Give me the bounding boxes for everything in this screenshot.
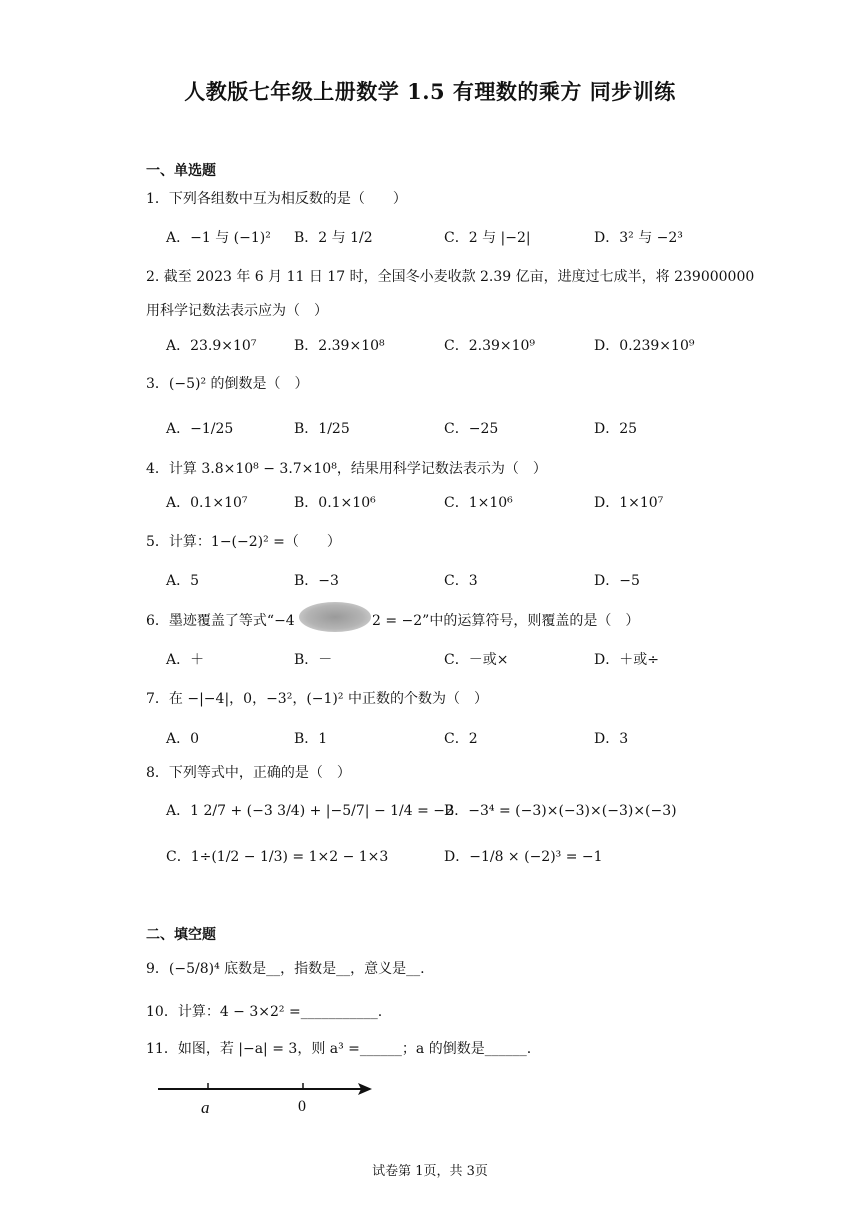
number-line-figure — [150, 1070, 390, 1120]
question-2-option-a: A．23.9×10⁷ — [166, 338, 257, 354]
question-8-option-d: D．−1/8 × (−2)³ = −1 — [444, 849, 603, 865]
question-4-option-b: B．0.1×10⁶ — [294, 495, 376, 511]
section-heading-single-choice: 一、单选题 — [146, 163, 216, 179]
question-6-stem-before: 6．墨迹覆盖了等式“−4 — [146, 613, 295, 629]
question-3-option-b: B．1/25 — [294, 421, 350, 437]
question-2-option-c: C．2.39×10⁹ — [444, 338, 536, 354]
question-1-stem: 1．下列各组数中互为相反数的是（ ） — [146, 191, 407, 207]
section-heading-fill-in: 二、填空题 — [146, 927, 216, 943]
ink-blot — [299, 602, 371, 632]
label-a: a — [201, 1098, 210, 1117]
label-zero: 0 — [298, 1098, 306, 1115]
question-1-option-b: B．2 与 1/2 — [294, 230, 373, 246]
question-4-option-a: A．0.1×10⁷ — [166, 495, 248, 511]
question-10: 10．计算：4 − 3×2² =___________. — [146, 1004, 383, 1020]
question-7-option-d: D．3 — [594, 731, 629, 747]
question-9: 9．(−5/8)⁴ 底数是__，指数是__，意义是__. — [146, 961, 425, 977]
question-4-option-d: D．1×10⁷ — [594, 495, 664, 511]
question-2-stem-line1: 2. 截至 2023 年 6 月 11 日 17 时，全国冬小麦收款 2.39 亿亩，进度过七成半，将 239000000 — [146, 269, 755, 285]
question-7-stem: 7．在 −|−4|，0，−3²，(−1)² 中正数的个数为（ ） — [146, 691, 488, 707]
question-1-option-a: A．−1 与 (−1)² — [166, 230, 271, 246]
question-6-option-b: B．－ — [294, 652, 333, 668]
question-2-option-d: D．0.239×10⁹ — [594, 338, 695, 354]
question-6-stem-after: 2 = −2”中的运算符号，则覆盖的是（ ） — [372, 613, 640, 629]
question-7-option-b: B．1 — [294, 731, 328, 747]
page-title: 人教版七年级上册数学 1.5 有理数的乘方 同步训练 — [184, 79, 676, 104]
question-5-option-a: A．5 — [166, 573, 200, 589]
question-3-option-a: A．−1/25 — [166, 421, 234, 437]
question-1-option-d: D．3² 与 −2³ — [594, 230, 683, 246]
question-3-option-c: C．−25 — [444, 421, 499, 437]
question-6-option-d: D．＋或÷ — [594, 652, 659, 668]
question-5-option-c: C．3 — [444, 573, 478, 589]
page-footer: 试卷第 1页，共 3页 — [372, 1164, 488, 1179]
question-5-stem: 5．计算：1−(−2)² =（ ） — [146, 534, 341, 550]
question-7-option-c: C．2 — [444, 731, 478, 747]
question-2-stem-line2: 用科学记数法表示应为（ ） — [146, 303, 328, 319]
question-8-option-b: B．−3⁴ = (−3)×(−3)×(−3)×(−3) — [444, 803, 677, 819]
question-3-option-d: D．25 — [594, 421, 638, 437]
question-5-option-b: B．−3 — [294, 573, 339, 589]
question-6-option-a: A．＋ — [166, 652, 205, 668]
question-4-stem: 4．计算 3.8×10⁸ − 3.7×10⁸，结果用科学记数法表示为（ ） — [146, 461, 547, 477]
question-2-option-b: B．2.39×10⁸ — [294, 338, 385, 354]
question-1-option-c: C．2 与 |−2| — [444, 230, 531, 246]
question-8-option-a: A．1 2/7 + (−3 3/4) + |−5/7| − 1/4 = −2 — [166, 803, 454, 819]
question-5-option-d: D．−5 — [594, 573, 640, 589]
question-11: 11．如图，若 |−a| = 3，则 a³ =______；a 的倒数是______. — [146, 1041, 532, 1057]
question-6-option-c: C．－或× — [444, 652, 509, 668]
question-8-option-c: C．1÷(1/2 − 1/3) = 1×2 − 1×3 — [166, 849, 389, 865]
question-8-stem: 8．下列等式中，正确的是（ ） — [146, 765, 351, 781]
question-4-option-c: C．1×10⁶ — [444, 495, 513, 511]
question-7-option-a: A．0 — [166, 731, 200, 747]
question-3-stem: 3．(−5)² 的倒数是（ ） — [146, 376, 309, 392]
